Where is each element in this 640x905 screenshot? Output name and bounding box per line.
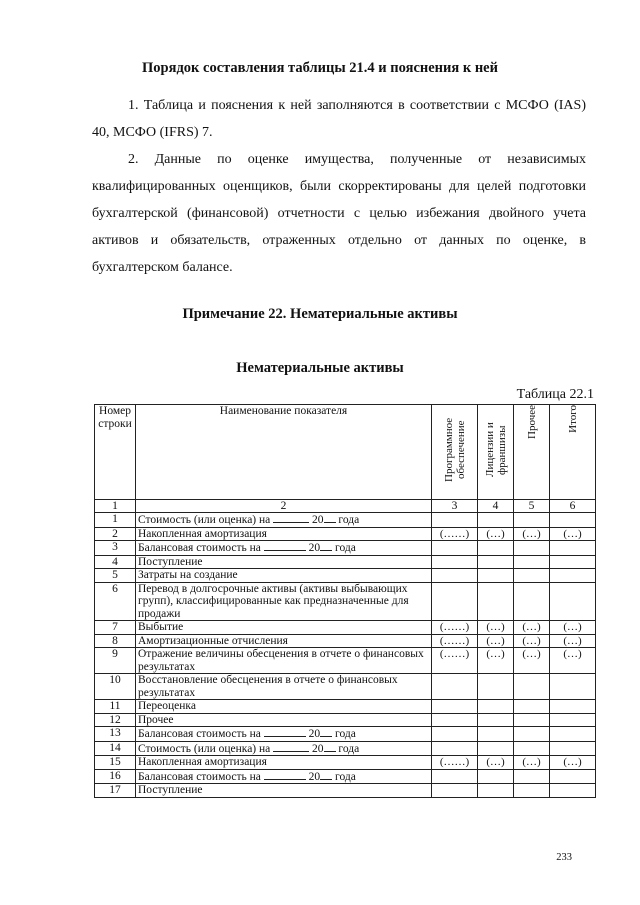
row-number: 16 [95,769,136,784]
indicator-name-text: Отражение величины обесценения в отчете о финансовых результатах [138,648,424,673]
value-cell [478,674,514,700]
col-number: 1 [95,499,136,513]
column-number-row [95,499,596,513]
year-word: года [338,514,360,526]
table-row [95,700,596,714]
value-cell [478,582,514,621]
year-word: года [335,728,356,740]
header-software: Программное обеспечение [432,405,478,500]
year-blank-line [320,541,332,551]
indicator-name [136,634,432,648]
year-prefix: 20 [308,770,321,783]
indicator-name-text: Балансовая стоимость на [138,770,261,783]
row-number: 2 [95,527,136,541]
col-number: 4 [478,499,514,513]
value-cell [478,555,514,569]
col-number: 3 [432,499,478,513]
indicator-name [136,648,432,674]
row-number: 15 [95,756,136,770]
header-row-no: Номер строки [95,405,136,500]
date-blank-line [273,742,309,752]
value-cell [514,513,550,528]
value-cell [432,700,478,714]
year-word: года [338,742,360,755]
indicator-name-text: Балансовая стоимость на [138,728,261,740]
value-cell: (…) [514,648,550,674]
row-number: 17 [95,784,136,798]
indicator-name [136,582,432,621]
value-cell: (…) [478,634,514,648]
row-number: 10 [95,674,136,700]
value-cell [514,741,550,756]
header-other: Прочее [514,405,550,500]
header-total: Итого [550,405,596,500]
value-cell: (……) [432,621,478,635]
table-row [95,784,596,798]
value-cell: (…) [550,621,596,635]
value-cell [478,713,514,727]
table-title: Нематериальные активы [236,360,404,376]
value-cell: (……) [432,648,478,674]
row-number: 9 [95,648,136,674]
value-cell [550,784,596,798]
indicator-name [136,541,432,556]
table-row [95,741,596,756]
indicator-name [136,674,432,700]
value-cell: (…) [550,648,596,674]
value-cell: (……) [432,634,478,648]
value-cell [550,727,596,742]
paragraph-1-text: 1. Таблица и пояснения к ней заполняются в соответствии с МСФО (IAS) 40, МСФО (IFRS) 7. [92,98,586,140]
table-caption: Таблица 22.1 [516,387,594,402]
indicator-name-text: Восстановление обесценения в отчете о финансовых результатах [138,674,398,699]
value-cell [550,700,596,714]
indicator-name-text: Поступление [138,784,203,796]
indicator-name-text: Выбытие [138,621,184,633]
year-prefix: 20 [312,514,324,526]
paragraph-2-text: 2. Данные по оценке имущества, полученные от независимых квалифицированных оценщиков, были скорректированы для целей подготовки бухгалтерской (финансовой) отчетности с целью избежания двойного учета активов и обязательств, отраженных отдельно от данных по оценке, в бухгалтерском балансе. [92,152,586,275]
indicator-name-text: Стоимость (или оценка) на [138,514,271,526]
indicator-name [136,621,432,635]
value-cell [550,713,596,727]
value-cell: (…) [514,527,550,541]
row-number: 4 [95,555,136,569]
value-cell [514,713,550,727]
year-blank-line [324,742,336,752]
paragraph-1 [92,92,586,146]
value-cell: (…) [514,634,550,648]
table-row [95,621,596,635]
indicator-name-text: Накопленная амортизация [138,756,267,768]
value-cell [478,569,514,583]
col-number: 2 [136,499,432,513]
table-row [95,674,596,700]
table-row [95,648,596,674]
col-number: 5 [514,499,550,513]
indicator-name [136,569,432,583]
header-name: Наименование показателя [136,405,432,500]
table-row [95,555,596,569]
value-cell [478,700,514,714]
table-row [95,513,596,528]
value-cell: (…) [514,756,550,770]
table-header-row [95,405,596,500]
date-blank-line [273,513,309,523]
value-cell [550,555,596,569]
indicator-name-text: Стоимость (или оценка) на [138,742,271,755]
value-cell [478,541,514,556]
indicator-name [136,727,432,742]
value-cell [514,541,550,556]
indicator-name [136,527,432,541]
value-cell [432,513,478,528]
header-licenses: Лицензии и франшизы [478,405,514,500]
indicator-name-text: Затраты на создание [138,569,238,581]
value-cell: (…) [550,527,596,541]
value-cell [514,769,550,784]
value-cell [514,674,550,700]
value-cell: (…) [514,621,550,635]
value-cell [550,541,596,556]
row-number: 1 [95,513,136,528]
value-cell [514,700,550,714]
value-cell [514,555,550,569]
paragraph-2 [92,146,586,281]
value-cell [432,784,478,798]
value-cell [478,727,514,742]
table-row [95,527,596,541]
indicator-name-text: Амортизационные отчисления [138,634,288,647]
value-cell [550,513,596,528]
value-cell [550,769,596,784]
value-cell [432,713,478,727]
indicator-name [136,555,432,569]
year-blank-line [320,770,332,780]
section-heading: Порядок составления таблицы 21.4 и пояснения к ней [142,60,498,76]
indicator-name-text: Поступление [138,555,203,568]
indicator-name [136,700,432,714]
indicator-name [136,784,432,798]
row-number: 7 [95,621,136,635]
year-prefix: 20 [312,742,324,755]
indicator-name [136,769,432,784]
value-cell: (…) [478,621,514,635]
indicator-name [136,713,432,727]
value-cell [432,569,478,583]
row-number: 3 [95,541,136,556]
date-blank-line [264,541,306,551]
row-number: 12 [95,713,136,727]
col-number: 6 [550,499,596,513]
value-cell: (…) [550,634,596,648]
value-cell: (……) [432,756,478,770]
indicator-name-text: Балансовая стоимость на [138,542,261,554]
table-row [95,727,596,742]
value-cell [550,582,596,621]
table-row [95,756,596,770]
row-number: 13 [95,727,136,742]
value-cell: (…) [478,527,514,541]
value-cell [432,541,478,556]
year-blank-line [320,727,332,737]
value-cell [432,727,478,742]
indicator-name [136,741,432,756]
table-row [95,713,596,727]
value-cell [514,569,550,583]
indicator-name-text: Переоценка [138,700,196,712]
year-word: года [335,770,356,783]
value-cell [478,513,514,528]
date-blank-line [264,727,306,737]
table-row [95,541,596,556]
table-row [95,569,596,583]
year-prefix: 20 [308,728,321,740]
value-cell: (……) [432,527,478,541]
row-number: 5 [95,569,136,583]
table-row [95,582,596,621]
indicator-name [136,756,432,770]
note-heading: Примечание 22. Нематериальные активы [182,306,458,322]
value-cell [514,582,550,621]
year-prefix: 20 [308,542,321,554]
value-cell [550,674,596,700]
date-blank-line [264,770,306,780]
value-cell [432,674,478,700]
value-cell [478,741,514,756]
row-number: 6 [95,582,136,621]
value-cell [432,555,478,569]
value-cell [514,727,550,742]
value-cell [432,769,478,784]
year-word: года [335,542,356,554]
value-cell [550,569,596,583]
indicator-name [136,513,432,528]
value-cell [514,784,550,798]
value-cell [432,582,478,621]
table-row [95,769,596,784]
value-cell [550,741,596,756]
indicator-name-text: Прочее [138,713,174,726]
year-blank-line [324,513,336,523]
value-cell: (…) [478,648,514,674]
value-cell: (…) [478,756,514,770]
indicator-name-text: Накопленная амортизация [138,527,267,540]
value-cell [478,769,514,784]
value-cell [432,741,478,756]
row-number: 14 [95,741,136,756]
indicator-name-text: Перевод в долгосрочные активы (активы выбывающих групп), классифицированные как предназначенные для продажи [138,582,409,620]
row-number: 8 [95,634,136,648]
table-row [95,634,596,648]
row-number: 11 [95,700,136,714]
page-number: 233 [556,852,572,863]
intangible-assets-table [94,404,596,798]
value-cell [478,784,514,798]
value-cell: (…) [550,756,596,770]
